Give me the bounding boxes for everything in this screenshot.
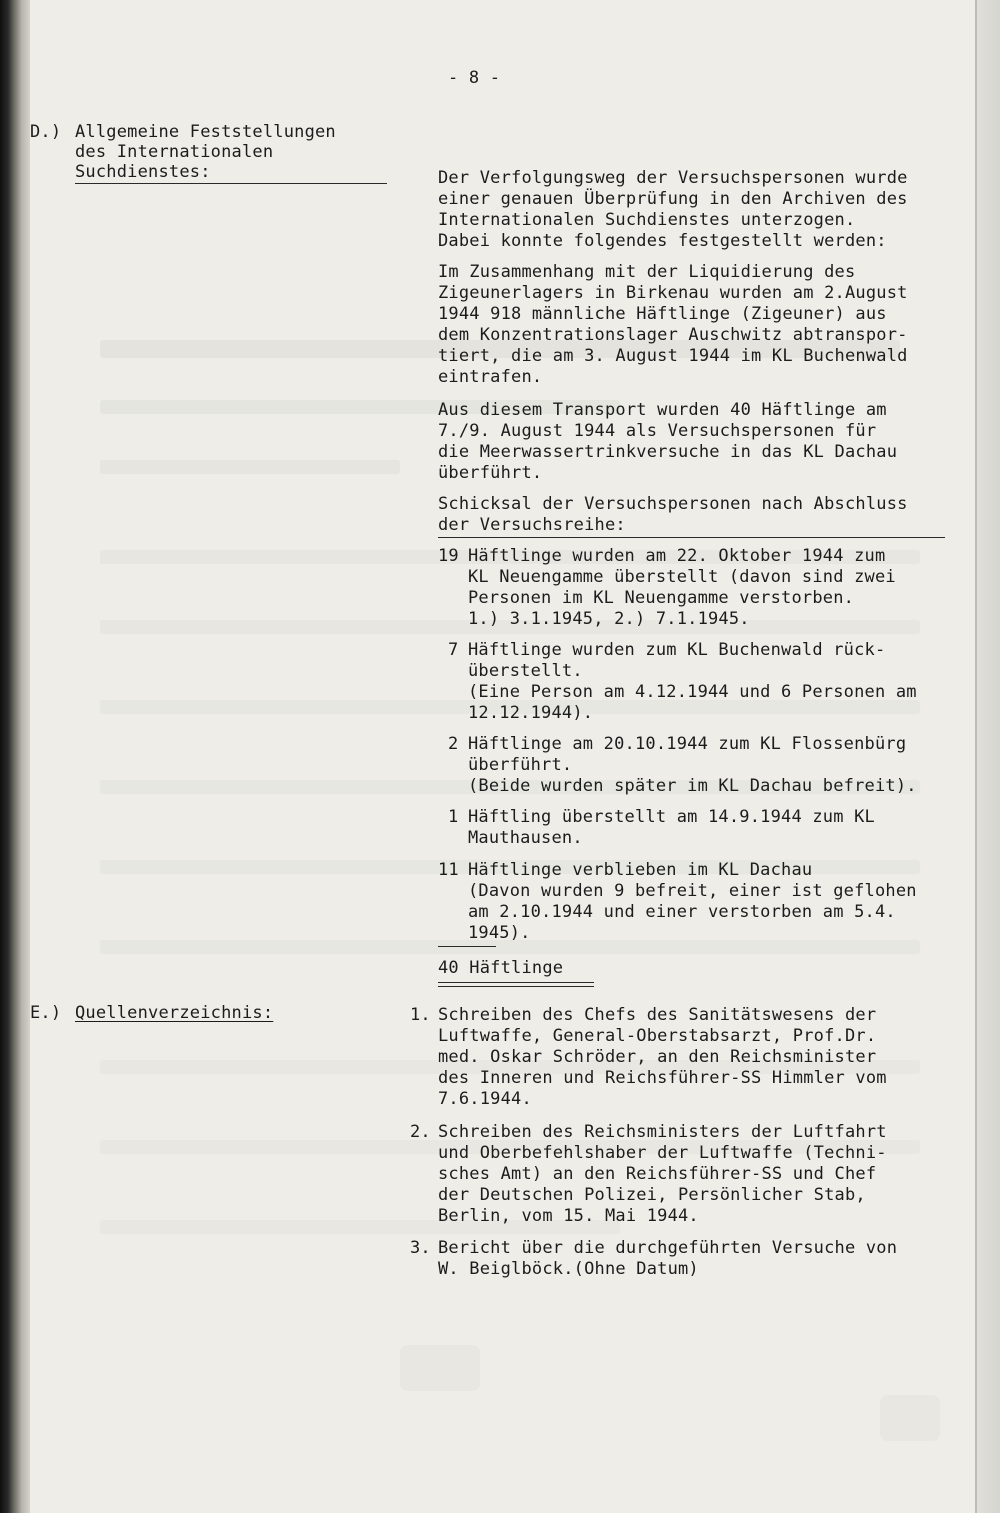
para2-line: die Meerwassertrinkversuche in das KL Dachau	[438, 442, 898, 462]
entry-line: (Beide wurden später im KL Dachau befreit).	[468, 776, 917, 796]
paper-sheet	[30, 0, 977, 1513]
source-line: W. Beiglböck.(Ohne Datum)	[438, 1259, 699, 1279]
entry-count: 1	[448, 807, 459, 827]
entry-count: 11	[438, 860, 459, 880]
para1-line: 1944 918 männliche Häftlinge (Zigeuner) aus	[438, 304, 887, 324]
fate-heading-underline	[438, 537, 945, 538]
entry-line: 1.) 3.1.1945, 2.) 7.1.1945.	[468, 609, 750, 629]
sum-rule	[438, 946, 496, 947]
entry-line: Häftling überstellt am 14.9.1944 zum KL	[468, 807, 875, 827]
section-d-label: D.)	[30, 122, 62, 142]
source-line: Schreiben des Chefs des Sanitätswesens der	[438, 1005, 877, 1025]
source-line: Schreiben des Reichsministers der Luftfahrt	[438, 1122, 887, 1142]
entry-line: Häftlinge wurden zum KL Buchenwald rück-	[468, 640, 886, 660]
entry-line: 12.12.1944).	[468, 703, 594, 723]
entry-line: KL Neuengamme überstellt (davon sind zwei	[468, 567, 896, 587]
entry-line: Häftlinge am 20.10.1944 zum KL Flossenbürg	[468, 734, 907, 754]
total-double-rule	[438, 982, 594, 983]
source-line: sches Amt) an den Reichsführer-SS und Chef	[438, 1164, 877, 1184]
source-line: der Deutschen Polizei, Persönlicher Stab,	[438, 1185, 866, 1205]
intro-line: Internationalen Suchdienstes unterzogen.	[438, 210, 856, 230]
fate-heading-line: der Versuchsreihe:	[438, 515, 626, 535]
entry-line: Häftlinge verblieben im KL Dachau	[468, 860, 813, 880]
para1-line: Zigeunerlagers in Birkenau wurden am 2.August	[438, 283, 908, 303]
para1-line: dem Konzentrationslager Auschwitz abtranspor-	[438, 325, 908, 345]
fate-heading-line: Schicksal der Versuchspersonen nach Abschluss	[438, 494, 908, 514]
para2-line: Aus diesem Transport wurden 40 Häftlinge am	[438, 400, 887, 420]
section-e-heading: Quellenverzeichnis:	[75, 1003, 274, 1023]
section-d-heading-1: Allgemeine Feststellungen	[75, 122, 336, 142]
total-count: 40 Häftlinge	[438, 958, 564, 978]
entry-count: 7	[448, 640, 459, 660]
entry-line: (Davon wurden 9 befreit, einer ist geflohen	[468, 881, 917, 901]
intro-line: Dabei konnte folgendes festgestellt werden:	[438, 231, 887, 251]
para1-line: tiert, die am 3. August 1944 im KL Buchenwald	[438, 346, 908, 366]
source-number: 2.	[410, 1122, 431, 1142]
entry-line: überstellt.	[468, 661, 583, 681]
entry-line: Mauthausen.	[468, 828, 583, 848]
page-edge	[974, 0, 1000, 1513]
section-e-label: E.)	[30, 1003, 62, 1023]
source-line: med. Oskar Schröder, an den Reichsminister	[438, 1047, 877, 1067]
para2-line: überführt.	[438, 463, 543, 483]
source-number: 1.	[410, 1005, 431, 1025]
source-line: Luftwaffe, General-Oberstabsarzt, Prof.Dr.	[438, 1026, 877, 1046]
entry-line: (Eine Person am 4.12.1944 und 6 Personen am	[468, 682, 917, 702]
binding-edge	[0, 0, 32, 1513]
source-line: des Inneren und Reichsführer-SS Himmler vom	[438, 1068, 887, 1088]
source-line: Bericht über die durchgeführten Versuche von	[438, 1238, 898, 1258]
section-d-heading-3: Suchdienstes:	[75, 162, 211, 182]
page-number: - 8 -	[448, 68, 501, 88]
para1-line: Im Zusammenhang mit der Liquidierung des	[438, 262, 856, 282]
para1-line: eintrafen.	[438, 367, 543, 387]
entry-line: 1945).	[468, 923, 531, 943]
entry-count: 2	[448, 734, 459, 754]
entry-line: am 2.10.1944 und einer verstorben am 5.4.	[468, 902, 896, 922]
source-line: 7.6.1944.	[438, 1089, 532, 1109]
total-double-rule	[438, 986, 594, 987]
source-line: Berlin, vom 15. Mai 1944.	[438, 1206, 699, 1226]
heading-underline	[75, 183, 387, 184]
entry-line: Personen im KL Neuengamme verstorben.	[468, 588, 855, 608]
entry-line: überführt.	[468, 755, 573, 775]
intro-line: Der Verfolgungsweg der Versuchspersonen wurde	[438, 168, 908, 188]
intro-line: einer genauen Überprüfung in den Archiven des	[438, 189, 908, 209]
section-d-heading-2: des Internationalen	[75, 142, 274, 162]
para2-line: 7./9. August 1944 als Versuchspersonen für	[438, 421, 877, 441]
source-line: und Oberbefehlshaber der Luftwaffe (Techni-	[438, 1143, 887, 1163]
entry-count: 19	[438, 546, 459, 566]
source-number: 3.	[410, 1238, 431, 1258]
entry-line: Häftlinge wurden am 22. Oktober 1944 zum	[468, 546, 886, 566]
